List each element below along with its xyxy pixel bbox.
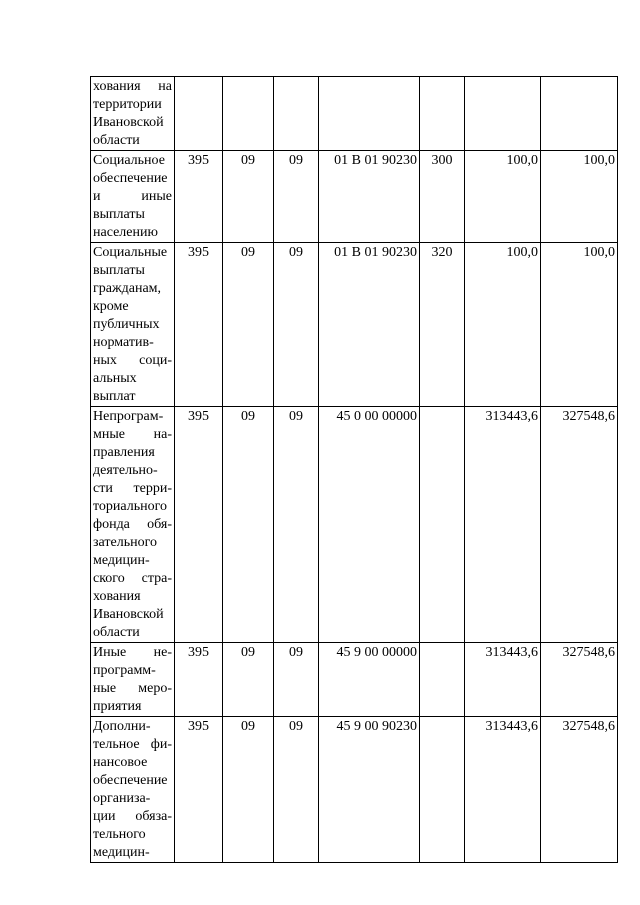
- row-name-line: Непрограм-: [93, 409, 164, 424]
- row-name-line: области: [93, 625, 140, 640]
- row-name-line: территории: [93, 97, 162, 112]
- expense-type-cell: [420, 407, 465, 643]
- amount-year2-cell: 327548,6: [541, 717, 618, 863]
- row-name-line: приятия: [93, 699, 142, 714]
- table-row: [91, 151, 618, 243]
- row-name-line: публичных: [93, 317, 160, 332]
- row-name-cell: [91, 643, 175, 717]
- subsection-cell: 09: [274, 243, 319, 407]
- subsection-cell: 09: [274, 151, 319, 243]
- row-name-line: ные меро-: [93, 681, 172, 696]
- admin-code-cell: 395: [175, 407, 223, 643]
- row-name-line: правления: [93, 445, 155, 460]
- row-name-cell: [91, 717, 175, 863]
- row-name-line: Социальные: [93, 245, 168, 260]
- row-name-line: выплат: [93, 389, 136, 404]
- admin-code-cell: 395: [175, 243, 223, 407]
- target-article-cell: [319, 77, 420, 151]
- row-name-line: организа-: [93, 791, 151, 806]
- row-name-line: деятельно-: [93, 463, 158, 478]
- row-name-line: программ-: [93, 663, 156, 678]
- target-article-cell: 01 В 01 90230: [319, 151, 420, 243]
- row-name-line: тельного: [93, 827, 146, 842]
- amount-year2-cell: [541, 77, 618, 151]
- row-name-line: норматив-: [93, 335, 154, 350]
- subsection-cell: 09: [274, 643, 319, 717]
- amount-year2-cell: 327548,6: [541, 407, 618, 643]
- row-name-line: гражданам,: [93, 281, 162, 296]
- table-row: [91, 407, 618, 643]
- row-name-line: населению: [93, 225, 158, 240]
- row-name-line: обеспечение: [93, 773, 168, 788]
- row-name-line: Дополни-: [93, 719, 151, 734]
- expense-type-cell: 300: [420, 151, 465, 243]
- row-name-cell: [91, 407, 175, 643]
- section-cell: 09: [223, 643, 274, 717]
- row-name-line: кроме: [93, 299, 129, 314]
- row-name-line: мные на-: [93, 427, 172, 442]
- expense-type-cell: [420, 643, 465, 717]
- expense-type-cell: [420, 77, 465, 151]
- row-name-line: ции обяза-: [93, 809, 172, 824]
- row-name-line: ных соци-: [93, 353, 172, 368]
- row-name-line: Ивановской: [93, 115, 164, 130]
- row-name-line: области: [93, 133, 140, 148]
- row-name-line: ториального: [93, 499, 168, 514]
- row-name-line: ского стра-: [93, 571, 172, 586]
- amount-year1-cell: 100,0: [465, 151, 541, 243]
- row-name-line: хования на: [93, 79, 172, 94]
- row-name-line: медицин-: [93, 845, 150, 860]
- row-name-cell: [91, 243, 175, 407]
- admin-code-cell: 395: [175, 151, 223, 243]
- expense-type-cell: [420, 717, 465, 863]
- section-cell: 09: [223, 717, 274, 863]
- table-row: [91, 243, 618, 407]
- subsection-cell: 09: [274, 717, 319, 863]
- table-row: [91, 717, 618, 863]
- row-name-cell: [91, 151, 175, 243]
- row-name-line: Иные не-: [93, 645, 172, 660]
- target-article-cell: 45 9 00 00000: [319, 643, 420, 717]
- row-name-line: нансовое: [93, 755, 148, 770]
- row-name-line: Социальное: [93, 153, 165, 168]
- table-body: [91, 77, 618, 863]
- row-name-cell: [91, 77, 175, 151]
- amount-year1-cell: [465, 77, 541, 151]
- subsection-cell: [274, 77, 319, 151]
- expense-type-cell: 320: [420, 243, 465, 407]
- row-name-line: тельное фи-: [93, 737, 172, 752]
- table-row: [91, 643, 618, 717]
- table-row: [91, 77, 618, 151]
- budget-table: [90, 76, 618, 863]
- row-name-line: обеспечение: [93, 171, 168, 186]
- amount-year2-cell: 327548,6: [541, 643, 618, 717]
- section-cell: 09: [223, 407, 274, 643]
- row-name-line: альных: [93, 371, 137, 386]
- row-name-line: выплаты: [93, 263, 145, 278]
- admin-code-cell: [175, 77, 223, 151]
- row-name-line: и иные: [93, 189, 172, 204]
- row-name-line: Ивановской: [93, 607, 164, 622]
- subsection-cell: 09: [274, 407, 319, 643]
- target-article-cell: 45 0 00 00000: [319, 407, 420, 643]
- admin-code-cell: 395: [175, 643, 223, 717]
- row-name-line: зательного: [93, 535, 157, 550]
- amount-year1-cell: 313443,6: [465, 643, 541, 717]
- admin-code-cell: 395: [175, 717, 223, 863]
- section-cell: 09: [223, 243, 274, 407]
- target-article-cell: 45 9 00 90230: [319, 717, 420, 863]
- amount-year1-cell: 313443,6: [465, 407, 541, 643]
- amount-year2-cell: 100,0: [541, 243, 618, 407]
- row-name-line: медицин-: [93, 553, 150, 568]
- section-cell: [223, 77, 274, 151]
- row-name-line: хования: [93, 589, 141, 604]
- amount-year2-cell: 100,0: [541, 151, 618, 243]
- amount-year1-cell: 100,0: [465, 243, 541, 407]
- row-name-line: фонда обя-: [93, 517, 172, 532]
- amount-year1-cell: 313443,6: [465, 717, 541, 863]
- section-cell: 09: [223, 151, 274, 243]
- row-name-line: выплаты: [93, 207, 145, 222]
- row-name-line: сти терри-: [93, 481, 172, 496]
- target-article-cell: 01 В 01 90230: [319, 243, 420, 407]
